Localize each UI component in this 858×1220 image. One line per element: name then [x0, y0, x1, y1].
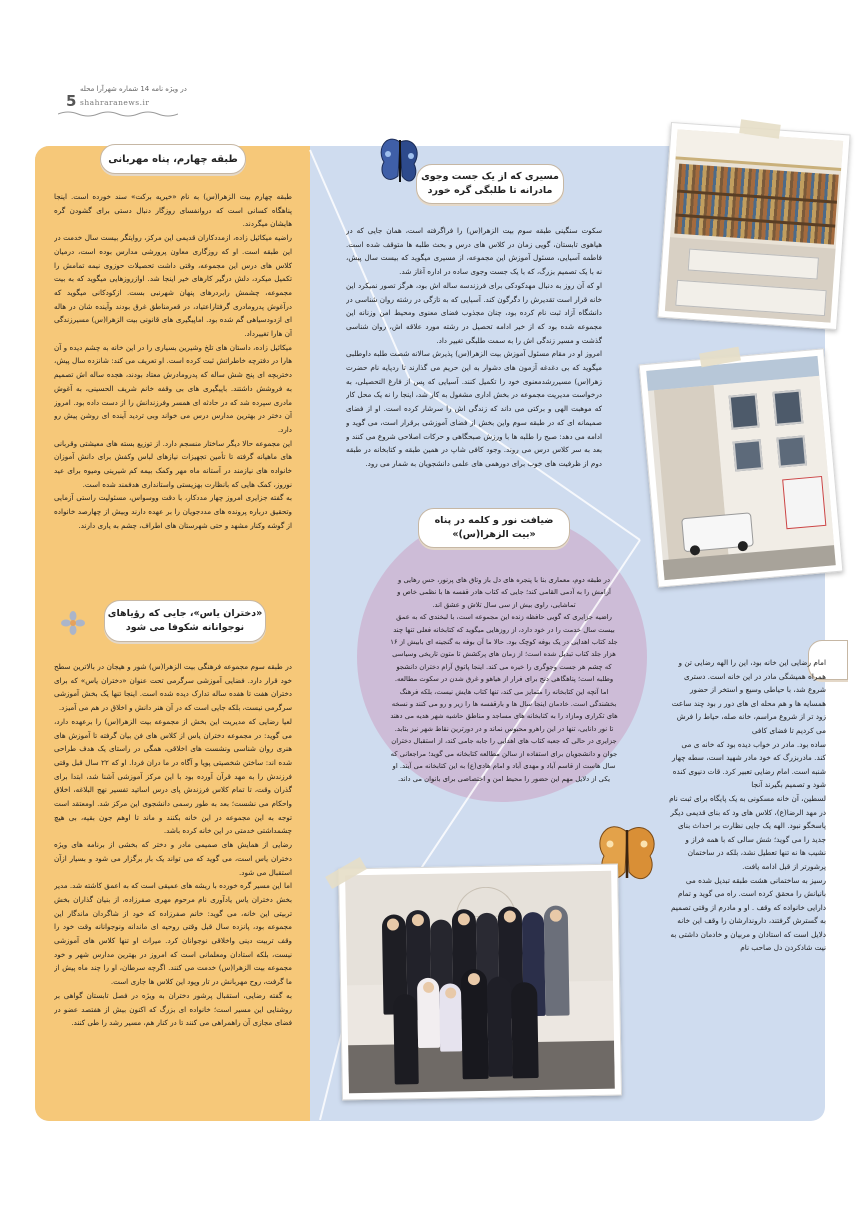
section3-paragraph: اما آنچه این کتابخانه را متمایز می کند، تنها کتاب هایش نیست، بلکه فرهنگ بخشندگی است. خادمان اینجا سال ها و بارقفسه ها را زیر و رو می کنند و نسخه های تکراری ومازاد را به کتابخانه های مساجد و مناطق حاشیه شهر هدیه می دهند تا نور دانایی، تنها در این راهرو محبوس نماند و در دورترین نقاط شهر نیز بتابد. — [390, 687, 618, 733]
section1-paragraph: میکائیل زاده، داستان های تلخ وشیرین بسیاری را در این خانه به چشم دیده و آن هارا در دفترچه خاطراتش ثبت کرده است. او تعریف می کند: شانزده سال پیش، دختربچه ای پنج شش ساله که پدرومادرش معتاد بودند، هجده ساله اش تصمیم به فروشش داشتند. باپیگیری های بی وقفه خانم شریف الحسینی، به آغوش مادری سپرده شد که در حادثه ای همسر وفرزندانش را از دست داده بود. امروز آن دختر در بهترین مدارس درس می خواند وبی تردید آینده ای روشن پیش رو دارد. — [54, 342, 292, 434]
section1-paragraph: این مجموعه حالا دیگر ساختار منسجم دارد. از توزیع بسته های معیشتی وقربانی های ماهیانه گرفته تا تأمین تجهیزات نیازهای لباس وکفش برای دانش آموزان خانواده های نیازمند در آستانه ماه مهر وکمک بیمه کم شیرینی ومیوه برای عید نوروز، کمک هایی که بانظارت بهزیستی واستانداری هدفمند شده است. — [54, 438, 292, 489]
section3-paragraph: در طبقه دوم، معماری بنا با پنجره های دل باز وتاق های پرنور، حس رهایی و آرامش را به آدمی القامی کند؛ جایی که کتاب هادر قفسه ها با نظمی خاص و تماشایی، راوی بیش از سی سال تلاش و عشق اند. — [397, 576, 611, 609]
section5-paragraph: امام رضایی این خانه بود، این را الهه رضایی تن و همراه همیشگی مادر در این خانه است. دستری شروع شد، با حیاطی وسیع و استخر از حضور همسایه ها و هم محله ای های دور ر بود چند ساعت زود تر از شروع مراسم، خانه صله، حیاط را فرش می کردیم تا فضای کافی — [671, 658, 826, 735]
library-photo — [657, 122, 850, 330]
section1-paragraph: راضیه میکائیل زاده، ازمددکاران قدیمی این مرکز، روایتگر بیست سال خدمت در این طبقه است. او که روزگاری معاون پرورشی مدارس بوده است، درمیان کلاس های درس این مجموعه، وقتی داشت تحصیلات حوزوی نیمه تمامش را تکمیل میکرد، دلش درگیر کارهای خیر اینجا شد. اوازروزهایی میگوید که به بیت مجموعه، چشمش رابردرهای پنهان شهرنبی بست. ازکودکانی میگوید که درآغوش پدرومادری گرفتاراعتیاد، در قعرمناطق غرق بودند وآینده شان در هاله ای ازدودسیاهی گم شده بود. اماپیگیری های قانونی بیت الزهرا(س) مسیرزندگی آن هارا تغییرداد. — [54, 233, 292, 339]
section2-title — [416, 164, 564, 204]
section3-body — [388, 574, 620, 794]
section4-paragraph: رضایی از همایش های صمیمی مادر و دختر که بخشی از برنامه های ویژه دختران یاس است، می گوید که می تواند یک بار برگزار می شود و بسیار ازآن استقبال می شود. — [54, 840, 292, 877]
header-wave-decoration — [58, 110, 178, 118]
section4-body — [54, 660, 292, 1096]
group-photo — [338, 864, 622, 1101]
section5-paragraph: رسیز به ساختمانی هشت طبقه تبدیل شده می بانیانش را محقق کرده است. راه می گوید و تمام دارایی خانواده که وقف . او و مادرم از وقتی تصمیم به گسترش گرفتند، داروندارشان را وقف این خانه دلایل است که استادان و مربیان و خادمان داشتی به نیت شادکردن دل صاحب نام — [670, 875, 826, 953]
section4-title-line1: «دختران یاس»، جایی که رؤیاهای — [107, 607, 263, 619]
library-scene — [665, 129, 843, 322]
section1-title-text: طبقه چهارم، پناه مهربانی — [108, 153, 238, 165]
website-url: shahraranews.ir — [80, 98, 150, 107]
section2-paragraph: او که آن روز به دنبال مهدکودکی برای فرزندسه ساله اش بود، هرگز تصور نمیکرد این خانه قرار است تقدیرش را دگرگون کند. آسیایی که به تازگی در رشته روان شناسی در دانشگاه آزاد ثبت نام کرده بود، چنان مجذوب فضای معنوی ومحیط امن وزنانه این مجموعه شده بود که از خیر ادامه تحصیل در رشته مورد علاقه اش، روان شناسی گذشت و مسیر زندگی اش را به سمت طلبگی تغییر داد. — [346, 280, 602, 345]
page-number: 5 — [66, 92, 77, 110]
section3-title — [418, 508, 570, 548]
section3-title-line1: ضیافت نور و کلمه در پناه — [434, 514, 554, 526]
group-scene — [345, 871, 615, 1094]
header-line: در ویژه نامه 14 شماره شهرآرا محله — [80, 85, 187, 93]
section4-paragraph: لعیا رضایی که مدیریت این بخش از مجموعه بیت الزهرا(س) را برعهده دارد، می گوید: در مجموعه دختران یاس از کلاس های فن بیان گرفته تا آموزش های هنری روان شناسی ونشست های اخلاقی، همگی در راستای یک هدف طراحی شده اند: ساختن شخصیتی پویا و آگاه در ما دران فردا. او که ۲۲ سال قبل وقتی فرزندش را به مهد قرآن آورده بود با این مرکز آموزشی آشنا شد، ابتدا برای گذران وقت، تا تمام کلاس فرزندش پای درس اساتید تفسیر نهج البلاغه، اخلاق واحکام می نشست؛ بعد به طور رسمی دانشجوی این مرکز شد. اومعتقد است توجه به این مجموعه در این خانه بکنند و ماند تا اوهم جون بقیه، بی هیچ چشمداشتی خدمتی در این خانه کرده باشد. — [54, 716, 292, 836]
building-scene — [646, 356, 836, 580]
section4-paragraph: به گفته رضایی، استقبال پرشور دختران به ویژه در فصل تابستان گواهی بر روشنایی این مسیر است؛ خانواده ای بزرگ که اکنون بیش از هفتصد عضو در فضای مجازی آن راهمراهی می کنند تا در کنار هم، مسیر رشد را طی کنند. — [54, 990, 292, 1028]
page-header — [58, 82, 198, 116]
building-photo — [639, 348, 844, 587]
section1-title — [100, 144, 246, 174]
section2-title-text: مسیری که از یک جست وجوی مادرانه تا طلبگی گره خورد — [421, 170, 559, 196]
section3-paragraph: راضیه جزایری که گویی حافظه زنده این مجموعه است، با لبخندی که به عمق بیست سال خدمت را در خود دارد، از روزهایی میگوید که کتابخانه فعلی تنها چند جلد کتاب اهدایی در یک بوفه کوچک بود. حالا ما آن بوفه به گنجینه ای بابیش از ۱۶ هزار جلد کتاب تبدیل شده است؛ از زمان های پرکشش تا متون تاریخی وسیاسی که چشم هر جست وجوگری را خیره می کند. اینجا پاتوق آرام دختران دانشجو وطلبه است؛ پناهگاهی دنج برای فرار از هیاهو و غرق شدن در سکوت مطالعه. — [390, 613, 618, 684]
flower-icon — [60, 610, 86, 636]
section5-paragraph: لسطین، آن خانه مسکونی به یک پایگاه برای ثبت نام در مهد الرضا(ع)، کلاس های ود که بنای قدیمی دیگر پاسخگو نبود. الهه یک جایی نظارت بر احداث بنای جدید را می گوید؛ شش سالی که با همه فراز و نشیب ها نه تنها تعطیل نشد، بلکه در ساختمان پرشورتر از قبل ادامه یافت. — [669, 793, 826, 871]
section1-paragraph: به گفته جزایری امروز چهار مددکار، با دقت ووسواس، مسئولیت راستی آزمایی وتحقیق درباره پرونده های مددجویان را بر عهده دارند وبیش از چهارصد خانواده از گوشه وکنار مشهد و حتی شهرستان های اطراف، چشم به یاری دارند. — [54, 493, 292, 530]
section4-paragraph: در طبقه سوم مجموعه فرهنگی بیت الزهرا(س) شور و هیجان در بالاترین سطح خود قرار دارد. فضایی آموزشی سرگرمی تحت عنوان «دختران یاس» که برای دختران هفت تا هفده ساله تدارک دیده شده است. اینجا تنها یک بخش آموزشی سرگرمی نیست، بلکه جایی است که در آن هنر دانش و اخلاق در هم می آمیزد. — [54, 662, 292, 713]
section1-body — [54, 190, 292, 588]
section5-paragraph: ساده بود. مادر در خواب دیده بود که خانه ی می کند. مادربزرگ که خود مادر شهید است، سطه چهار شنبه است. امام رضایی تعبیر کرد. قات دنیوی کنده شود و تصمیم بگیرند آنجا — [671, 739, 826, 790]
section4-title — [104, 600, 266, 642]
section2-paragraph: سکوت سنگینی طبقه سوم بیت الزهرا(س) را فراگرفته است، همان جایی که در هیاهوی تابستان، گویی زمان در کلاس های درس و بحث طلبه ها متوقف شده است. فاطمه آسیایی، مسئول آموزش این مجموعه، از مسیری میگوید که بیست سال پیش، نه با یک تصمیم بزرگ، که با یک جست وجوی ساده در اداره آغاز شد. — [346, 226, 602, 277]
section3-title-line2: «بیت الزهرا(س)» — [452, 529, 536, 540]
section5-body — [668, 656, 826, 1076]
section4-title-line2: نوجوانانه شکوفا می شود — [125, 622, 245, 633]
section2-paragraph: امروز او در مقام مسئول آموزش بیت الزهرا(س) پذیرش سالانه شصت طلبه داوطلبی میگوید که بی دغدغه آزمون های دشوار به این حریم می گذارند تا ردپایه نام حضرت زهرا(س) مسیررشدمعنوی خود را تکمیل کنند. آسیایی که پس از فارغ التحصیلی، به درخواست مدیریت مجموعه در بخش اداری مشغول به کار شد، اینجا را نه یک محل کار که موهبت الهی و برکتی می داند که زندگی اش را سرشار کرده است. او از فضای صمیمانه ای که در طبقه سوم واین بخش از فضای آموزشی برقرار است، می گوید و ادامه می دهد: صبح را طلبه ها با ورزش صبحگاهی و حرکات اصلاحی شروع می کنند و بعد به سر کلاس درس می روند. وجود کافی شاپ در همین طبقه و کتابخانه در طبقه دوم از ظرفیت های خوب برای دورهمی های علمی دانشجویان به شمار می رود. — [346, 349, 602, 468]
section3-paragraph: جزایری در حالی که جعبه کتاب های اهدایی را جابه جامی کند، از استقبال دختران جوان و دانشجویان برای استفاده از سالن مطالعه کتابخانه می گوید؛ مراجعانی که سال هاست از قاسم آباد و مهدی آباد و امام هادی(ع) به این کتابخانه می آیند. او یکی از دلایل مهم این حضور را محیط امن و اختصاصی برای بانوان می داند. — [390, 737, 618, 783]
section1-paragraph: طبقه چهارم بیت الزهرا(س) به نام «خیریه برکت» سند خورده است. اینجا پناهگاه کسانی است که دروانفسای روزگار دنبال دستی برای گشودن گره هایشان میگردند. — [54, 192, 292, 229]
section4-paragraph: اما این مسیر گره خورده با ریشه های عمیقی است که به اعمق کاشته شد. مدیر بخش دختران یاس یادآوری نام مرحوم مهری صفرزاده، از بنیان گذاران بخش تربیتی این خانه، می گوید: خانم صفرزاده که خود از شاگردان ماندگار این مجموعه بود، پانزده سال قبل وقتی روحیه ای ماندانه ونوجوانانه وقت خود را وقف تربیت دینی واخلاقی نوجوانان کرد. میراث او تنها کلاس های آموزشی نیست، بلکه استادان ومعلمانی است که امروز در بهترین مدارس شهر و خود مجموعه بیت الزهرا(س) خدمت می کنند. اگرچه سرطان، او را چند ماه پیش از ما گرفت، روح مهربانش در تار وپود این کلاس ها جاری است. — [54, 881, 292, 987]
section2-body — [346, 224, 602, 486]
